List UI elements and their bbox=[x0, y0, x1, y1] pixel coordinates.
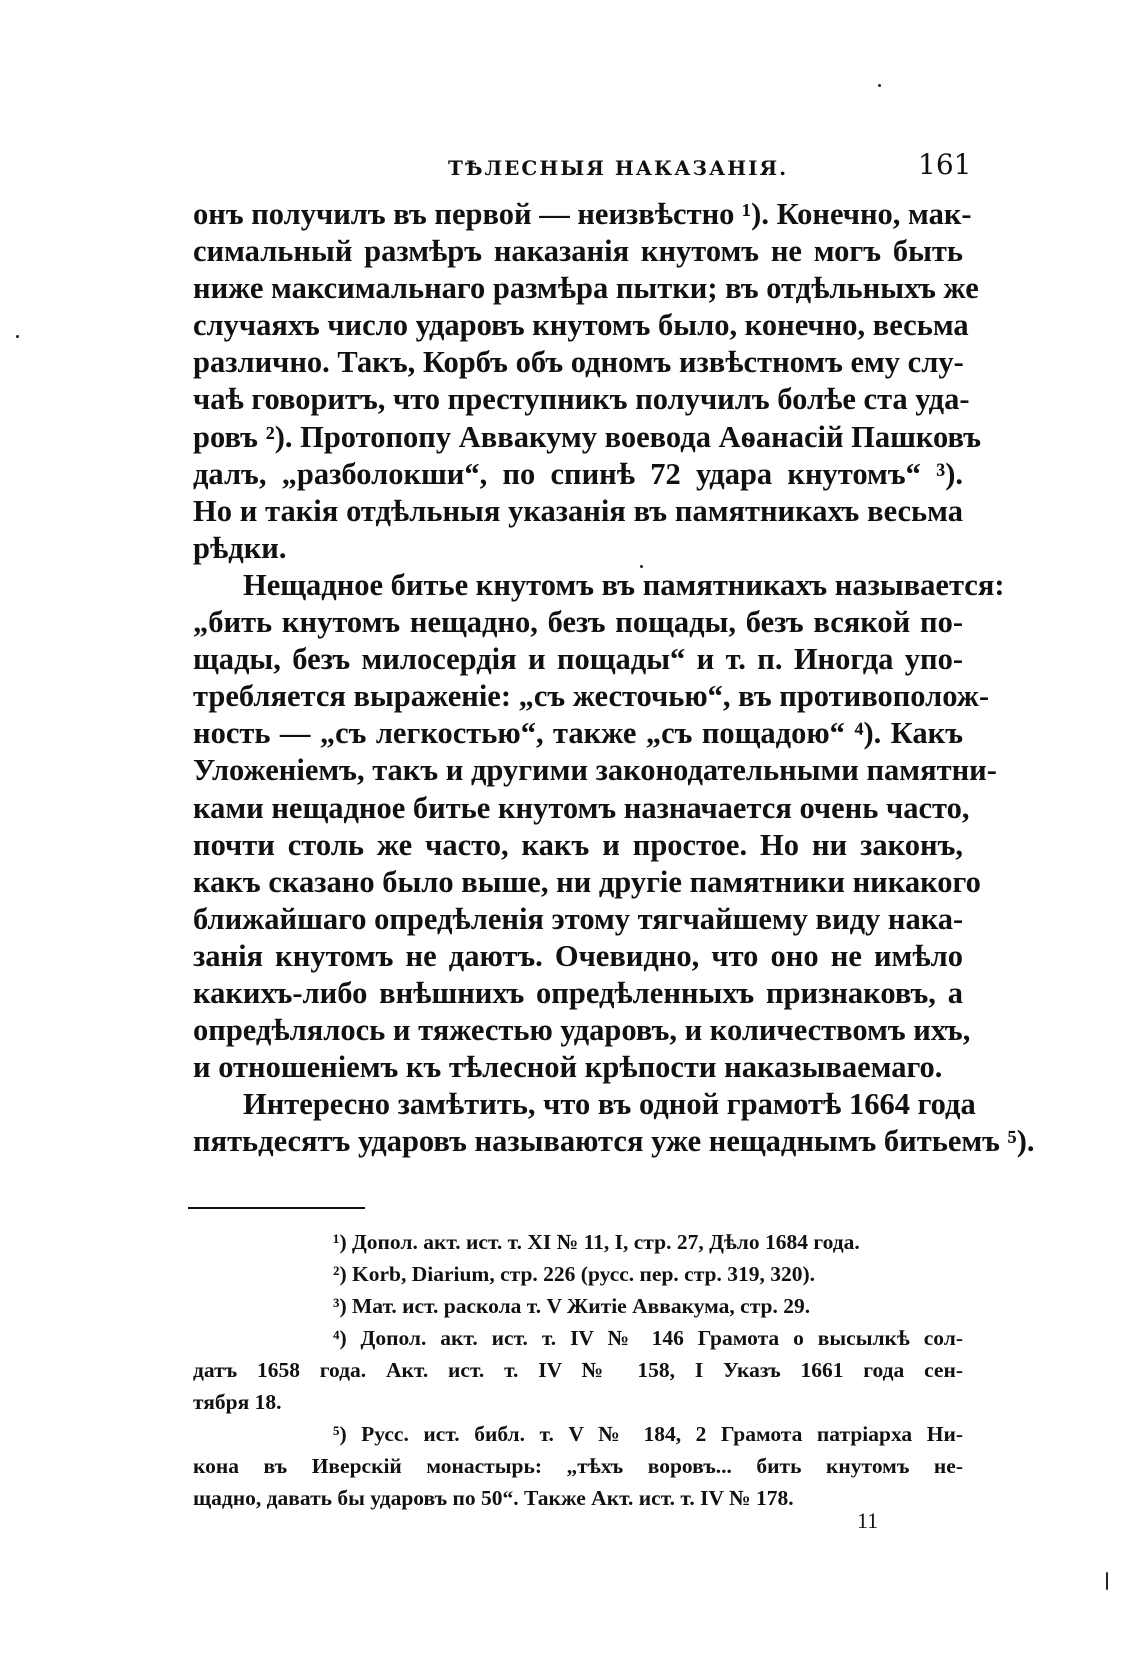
text-line: Нещадное битье кнутомъ въ памятникахъ называется: bbox=[243, 567, 1005, 602]
footnote-divider bbox=[188, 1207, 365, 1209]
text-line: почти столь же часто, какъ и простое. Но ни законъ, bbox=[193, 827, 963, 862]
text-line: ность — „съ легкостью“, также „съ пощадою“ ⁴). Какъ bbox=[193, 716, 963, 751]
text-line: различно. Такъ, Корбъ объ одномъ извѣстномъ ему слу- bbox=[193, 345, 964, 380]
text-line: ниже максимальнаго размѣра пытки; въ отдѣльныхъ же bbox=[193, 271, 979, 306]
text-line: ближайшаго опредѣленія этому тягчайшему виду нака- bbox=[193, 901, 964, 936]
page-number: 161 bbox=[918, 148, 972, 181]
text-line: Интересно замѣтить, что въ одной грамотѣ 1664 года bbox=[243, 1087, 976, 1122]
text-line: опредѣлялось и тяжестью ударовъ, и количествомъ ихъ, bbox=[193, 1013, 971, 1048]
text-line: случаяхъ число ударовъ кнутомъ было, конечно, весьма bbox=[193, 308, 969, 343]
footnote-line: тября 18. bbox=[193, 1390, 282, 1414]
text-line: занія кнутомъ не даютъ. Очевидно, что оно не имѣло bbox=[193, 938, 963, 973]
text-line: онъ получилъ въ первой — неизвѣстно ¹). Конечно, мак- bbox=[193, 197, 972, 231]
text-line: чаѣ говоритъ, что преступникъ получилъ болѣе ста уда- bbox=[193, 382, 970, 417]
footnote-line: ¹) Допол. акт. ист. т. XI № 11, I, стр. 27, Дѣло 1684 года. bbox=[333, 1230, 860, 1254]
text-line: ровъ ²). Протопопу Аввакуму воевода Аѳанасій Пашковъ bbox=[193, 419, 982, 454]
text-line: какъ сказано было выше, ни другіе памятники никакого bbox=[193, 864, 981, 899]
text-line: и отношеніемъ къ тѣлесной крѣпости наказываемаго. bbox=[193, 1050, 943, 1085]
text-line: щады, безъ милосердія и пощады“ и т. п. Иногда упо- bbox=[193, 642, 963, 677]
text-line: Уложеніемъ, такъ и другими законодательными памятни- bbox=[193, 753, 997, 788]
text-line: требляется выраженіе: „съ жесточью“, въ противополож- bbox=[193, 679, 990, 714]
text-line: Но и такія отдѣльныя указанія въ памятникахъ весьма bbox=[193, 493, 963, 528]
text-line: какихъ-либо внѣшнихъ опредѣленныхъ признаковъ, а bbox=[193, 975, 963, 1010]
footnotes bbox=[193, 1226, 963, 1514]
text-line: ками нещадное битье кнутомъ назначается очень часто, bbox=[193, 790, 970, 825]
text-line: рѣдки. bbox=[193, 530, 287, 565]
footnote-line: датъ 1658 года. Акт. ист. т. IV № 158, I Указъ 1661 года сен- bbox=[193, 1358, 963, 1382]
footnote-line: ³) Мат. ист. раскола т. V Житіе Аввакума, стр. 29. bbox=[333, 1294, 811, 1318]
footnote-line: ⁴) Допол. акт. ист. т. IV № 146 Грамота о высылкѣ сол- bbox=[333, 1326, 963, 1350]
footnote-line: ²) Korb, Diarium, стр. 226 (русс. пер. стр. 319, 320). bbox=[333, 1262, 816, 1286]
signature-mark: 11 bbox=[857, 1508, 879, 1533]
scan-speck bbox=[1106, 1572, 1108, 1590]
text-line: „бить кнутомъ нещадно, безъ пощады, безъ всякой по- bbox=[193, 605, 963, 640]
text-line: далъ, „разболокши“, по спинѣ 72 удара кнутомъ“ ³). bbox=[193, 456, 963, 491]
text-line: симальный размѣръ наказанія кнутомъ не могъ быть bbox=[193, 234, 963, 269]
text-line: пятьдесятъ ударовъ называются уже нещаднымъ битьемъ ⁵). bbox=[193, 1124, 1035, 1159]
footnote-line: ⁵) Русс. ист. библ. т. V № 184, 2 Грамота патріарха Ни- bbox=[333, 1422, 963, 1446]
footnote-line: кона въ Иверскій монастырь: „тѣхъ воровъ... бить кнутомъ не- bbox=[193, 1454, 963, 1478]
scan-speck bbox=[16, 335, 19, 338]
running-title: ТѢЛЕСНЫЯ НАКАЗАНІЯ. bbox=[448, 156, 789, 180]
scan-speck bbox=[878, 84, 881, 87]
main-text bbox=[193, 196, 1035, 1160]
scan-speck bbox=[640, 565, 643, 568]
footnote-line: щадно, давать бы ударовъ по 50“. Также Акт. ист. т. IV № 178. bbox=[193, 1486, 794, 1510]
